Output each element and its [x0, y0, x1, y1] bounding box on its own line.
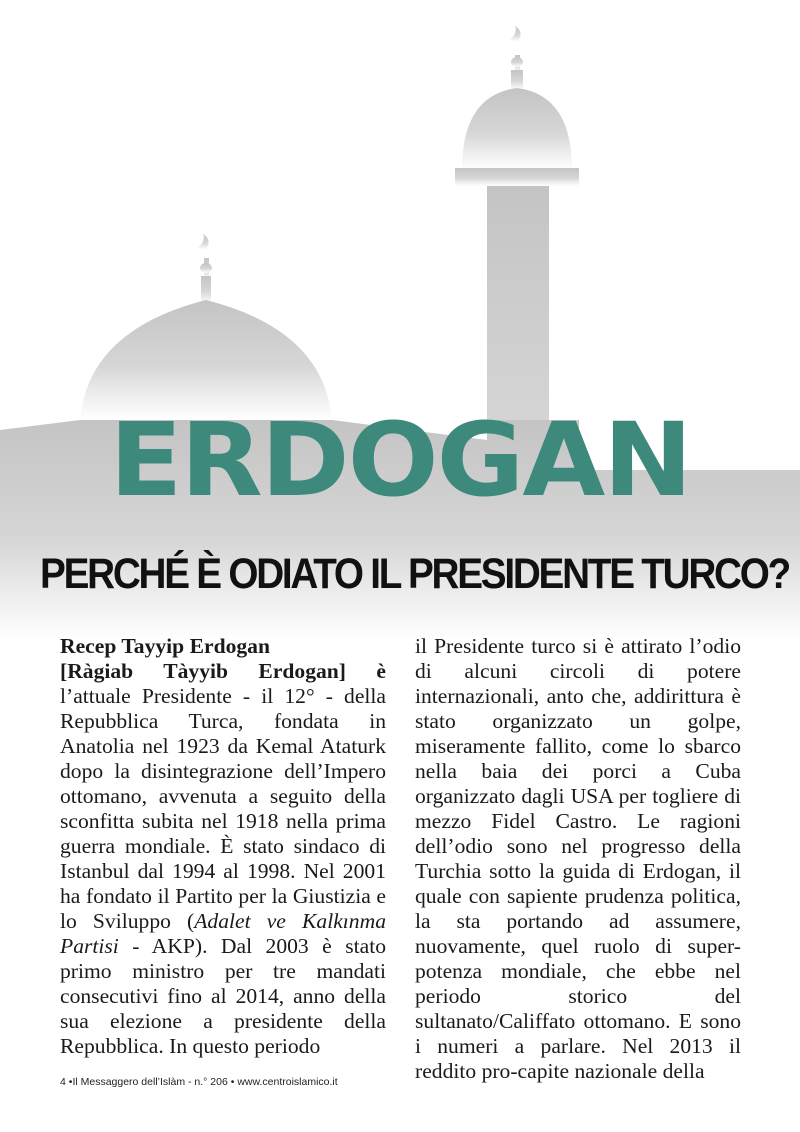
article-column-right — [415, 634, 741, 1084]
article-paragraph-right: il Presidente turco si è attirato l’odio di alcuni circoli di potere internazionali, anto che, addirittura è stato organizzato un golpe, miseramente fallito, come lo sbarco nella baia dei porci a Cuba organizzato dagli USA per togliere di mezzo Fidel Castro. Le ragioni dell’odio sono nel progresso della Turchia sotto la guida di Erdogan, il quale con sapiente prudenza politica, la sta portando ad assumere, nuovamente, quel ruolo di super-potenza mondiale, che ebbe nel periodo storico del sultanato/Califfato ottomano. E sono i numeri a parlare. Nel 2013 il reddito pro-capite nazionale della — [415, 634, 741, 1083]
publication-name: •Il Messaggero dell’Islàm - n.° 206 • — [68, 1076, 235, 1088]
page-number: 4 — [60, 1076, 66, 1088]
left-text-part-1: l’attuale Presidente - il 12° - della Repubblica Turca, fondata in Anatolia nel 1923 da Kemal Ataturk dopo la disintegrazione dell’Impero ottomano, avvenuta a seguito della sconfitta subita nel 1918 nella prima guerra mondiale. È stato sindaco di Istanbul dal 1994 al 1998. Nel 2001 ha fondato il Partito per la Giustizia e lo Sviluppo ( — [60, 684, 386, 933]
article-column-left — [60, 634, 386, 1059]
website-link[interactable]: www.centroislamico.it — [237, 1076, 338, 1088]
page-footer — [60, 1076, 338, 1088]
article-title: ERDOGAN — [109, 401, 691, 520]
article-subtitle: PERCHÉ È ODIATO IL PRESIDENTE TURCO? — [40, 550, 789, 598]
article-paragraph-left — [60, 634, 386, 1059]
lead-verb: è — [346, 659, 387, 683]
lead-pronunciation: [Ràgiab Tàyyib Erdogan] — [60, 659, 347, 683]
lead-name: Recep Tayyip Erdogan — [60, 634, 270, 658]
left-text-part-2: - AKP). Dal 2003 è stato primo ministro per tre mandati consecutivi fino al 2014, anno della sua elezione a presidente della Repubblica. In questo periodo — [60, 934, 386, 1058]
party-name: Adalet ve Kalkınma Partisi — [60, 909, 386, 958]
